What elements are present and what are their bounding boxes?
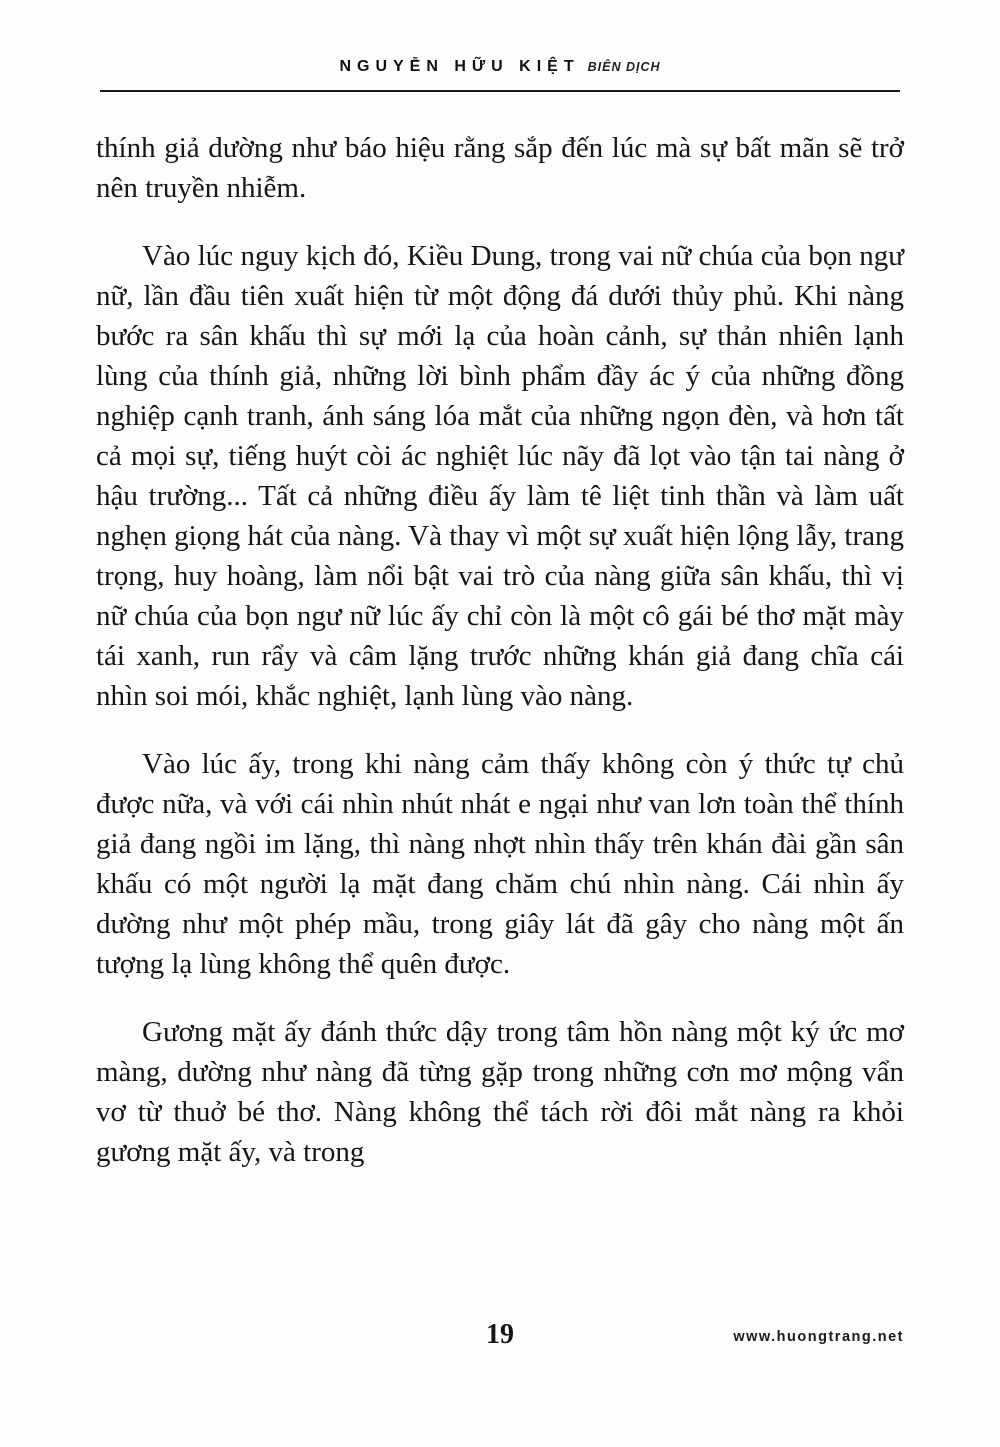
paragraph: Gương mặt ấy đánh thức dậy trong tâm hồn nàng một ký ức mơ màng, dường như nàng đã từng gặp trong những cơn mơ mộng vẩn vơ từ thuở bé thơ. Nàng không thể tách rời đôi mắt nàng ra khỏi gương mặt ấy, và trong [96,1016,904,1168]
footer-website: www.huongtrang.net [733,1329,904,1345]
header-rule [100,90,900,92]
paragraph: thính giả dường như báo hiệu rằng sắp đến lúc mà sự bất mãn sẽ trở nên truyền nhiễm. [96,132,904,204]
footer-page-number: 19 [486,1319,514,1350]
header-author: NGUYỄN HỮU KIỆT [339,58,580,75]
page-footer [0,1319,1000,1359]
body-text [96,128,904,1172]
paragraph: Vào lúc ấy, trong khi nàng cảm thấy không còn ý thức tự chủ được nữa, và với cái nhìn nhút nhát e ngại như van lơn toàn thể thính giả đang ngồi im lặng, thì nàng nhợt nhìn thấy trên khán đài gần sân khấu có một người lạ mặt đang chăm chú nhìn nàng. Cái nhìn ấy dường như một phép mầu, trong giây lát đã gây cho nàng một ấn tượng lạ lùng không thể quên được. [96,748,904,980]
header-role: BIÊN DỊCH [587,60,661,74]
page-header [0,0,1000,76]
paragraph: Vào lúc nguy kịch đó, Kiều Dung, trong vai nữ chúa của bọn ngư nữ, lần đầu tiên xuất hiện từ một động đá dưới thủy phủ. Khi nàng bước ra sân khấu thì sự mới lạ của hoàn cảnh, sự thản nhiên lạnh lùng của thính giả, những lời bình phẩm đầy ác ý của những đồng nghiệp cạnh tranh, ánh sáng lóa mắt của những ngọn đèn, và hơn tất cả mọi sự, tiếng huýt còi ác nghiệt lúc nãy đã lọt vào tận tai nàng ở hậu trường... Tất cả những điều ấy làm tê liệt tinh thần và làm uất nghẹn giọng hát của nàng. Và thay vì một sự xuất hiện lộng lẫy, trang trọng, huy hoàng, làm nổi bật vai trò của nàng giữa sân khấu, thì vị nữ chúa của bọn ngư nữ lúc ấy chỉ còn là một cô gái bé thơ mặt mày tái xanh, run rẩy và câm lặng trước những khán giả đang chĩa cái nhìn soi mói, khắc nghiệt, lạnh lùng vào nàng. [96,240,904,712]
